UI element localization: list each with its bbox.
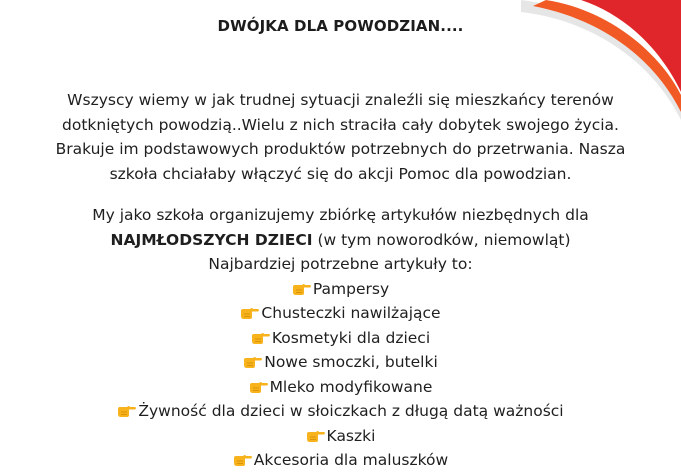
needed-items-list <box>0 277 681 473</box>
needed-item-label: Żywność dla dzieci w słoiczkach z długą datą ważności <box>138 402 564 420</box>
needed-item <box>0 448 681 473</box>
pointing-hand-icon <box>117 401 137 415</box>
collection-paragraph <box>0 203 681 473</box>
needed-item-label: Kosmetyki dla dzieci <box>271 328 431 347</box>
pointing-hand-icon <box>251 328 271 342</box>
document-title: DWÓJKA DLA POWODZIAN.... <box>217 17 464 35</box>
youngest-children-line <box>0 228 681 253</box>
intro-line: Brakuje im podstawowych produktów potrzebnych do przetrwania. Nasza <box>55 140 626 158</box>
intro-line: Wszyscy wiemy w jak trudnej sytuacji znaleźli się mieszkańcy terenów <box>67 91 614 109</box>
pointing-hand-icon <box>249 377 269 391</box>
needed-item <box>0 301 681 326</box>
intro-line: szkoła chciałaby włączyć się do akcji Pomoc dla powodzian. <box>109 164 572 183</box>
needed-item-label: Kaszki <box>326 426 376 445</box>
needed-item-label: Mleko modyfikowane <box>269 377 433 396</box>
needed-item-label: Nowe smoczki, butelki <box>264 353 438 371</box>
intro-paragraph <box>0 88 681 186</box>
pointing-hand-icon <box>292 279 312 293</box>
pointing-hand-icon <box>306 426 326 440</box>
needed-item <box>0 326 681 351</box>
needed-item-label: Chusteczki nawilżające <box>261 304 441 322</box>
needed-item <box>0 350 681 375</box>
needed-item <box>0 399 681 424</box>
pointing-hand-icon <box>240 303 260 317</box>
pointing-hand-icon <box>233 450 253 464</box>
pointing-hand-icon <box>243 352 263 366</box>
needed-item <box>0 277 681 302</box>
collection-line: My jako szkoła organizujemy zbiórkę artykułów niezbędnych dla <box>92 206 589 224</box>
needed-item-label: Akcesoria dla maluszków <box>253 451 449 469</box>
youngest-children-bold: NAJMŁODSZYCH DZIECI <box>110 230 313 249</box>
needed-item <box>0 375 681 400</box>
youngest-children-note: (w tym noworodków, niemowląt) <box>312 230 571 249</box>
needed-item-label: Pampersy <box>312 279 390 298</box>
needed-items-heading: Najbardziej potrzebne artykuły to: <box>208 255 473 273</box>
needed-item <box>0 424 681 449</box>
intro-line: dotkniętych powodzią..Wielu z nich straciła cały dobytek swojego życia. <box>62 115 619 134</box>
